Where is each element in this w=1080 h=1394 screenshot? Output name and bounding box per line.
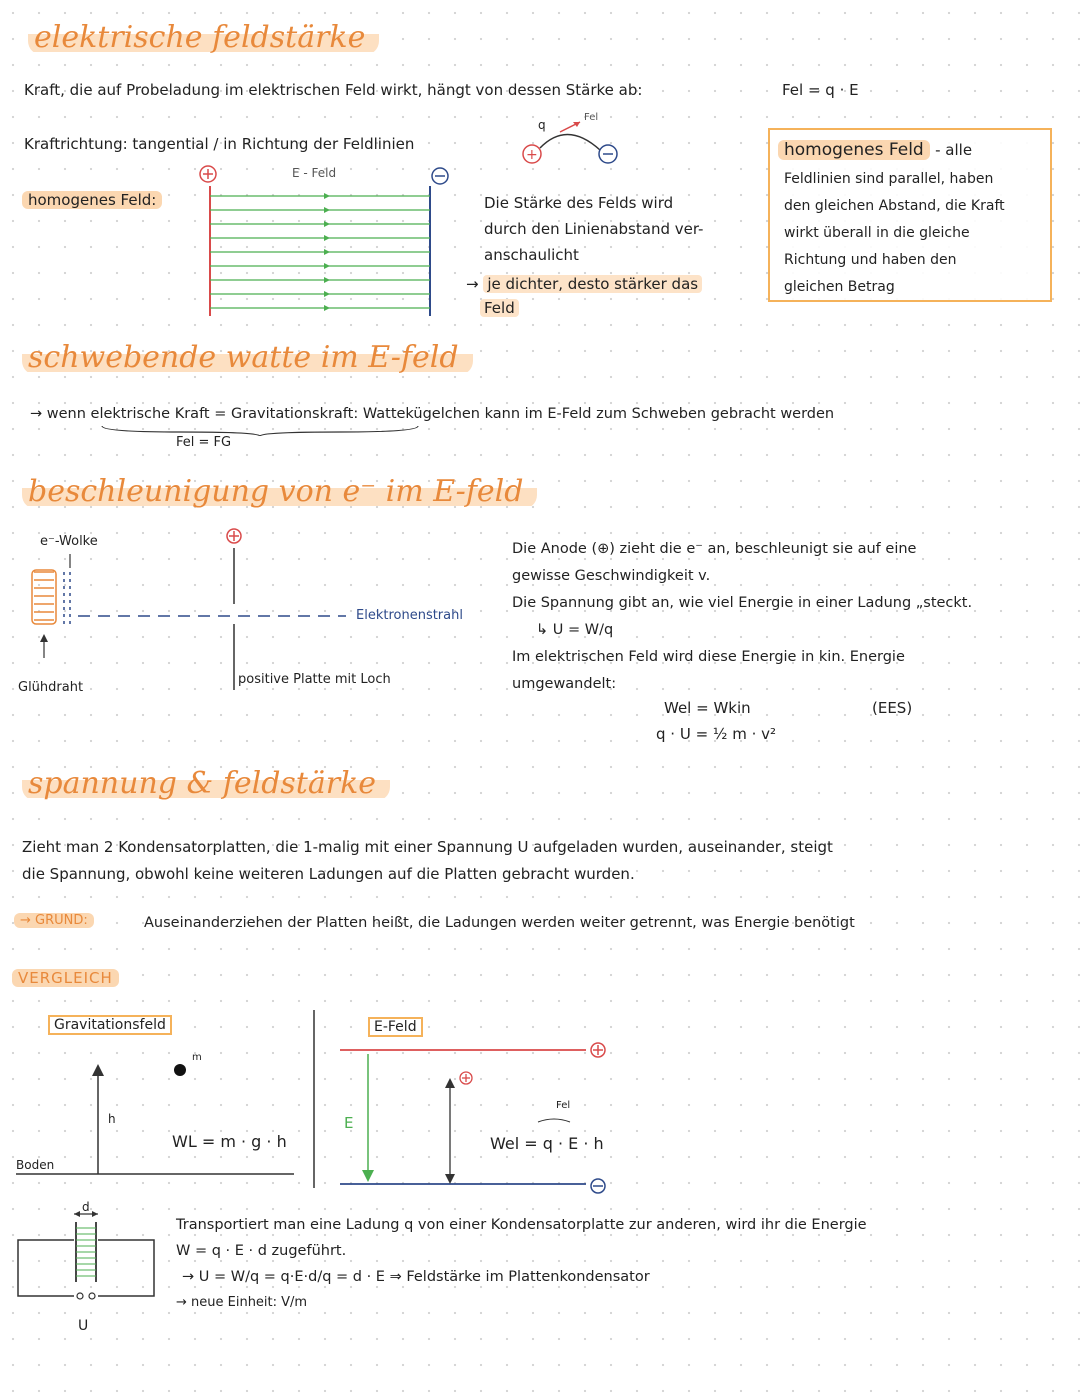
field-e-label: E (344, 1114, 354, 1132)
mass-label: m (192, 1052, 202, 1063)
spannung-line-1: Zieht man 2 Kondensatorplatten, die 1-malig mit einer Spannung U aufgeladen wurden, auseinander, steigt (22, 838, 833, 856)
spannung-line-2: die Spannung, obwohl keine weiteren Ladungen auf die Platten gebracht wurden. (22, 865, 635, 883)
accel-line-4: ↳ U = W/q (536, 622, 614, 638)
svg-text:+: + (526, 147, 538, 163)
spannung-text (22, 834, 833, 888)
field-line-curve (540, 134, 600, 150)
force-formula: Fel = q · E (782, 81, 859, 99)
density-line-1: Die Stärke des Felds wird (484, 194, 674, 212)
force-dependence-text: Kraft, die auf Probeladung im elektrischen Feld wirkt, hängt von dessen Stärke ab: (24, 81, 643, 99)
box-line-5: gleichen Betrag (784, 279, 895, 295)
force-direction-text: Kraftrichtung: tangential / in Richtung der Feldlinien (24, 135, 415, 153)
unit-line: → neue Einheit: V/m (176, 1295, 308, 1310)
sketch-q-label: q (538, 118, 546, 132)
box-line-0: - alle (935, 141, 973, 159)
mass-dot (174, 1064, 186, 1076)
heading-beschleunigung: beschleunigung von e⁻ im E-feld (22, 474, 537, 509)
box-line-4: Richtung und haben den (784, 252, 957, 268)
density-line-3: anschaulicht (484, 246, 579, 264)
transport-line-2: W = q · E · d zugeführt. (176, 1243, 347, 1259)
underbrace-decoration (100, 424, 420, 436)
accel-line-6: umgewandelt: (512, 676, 617, 692)
ees-label: (EES) (872, 699, 913, 717)
homogeneous-field-diagram (196, 160, 456, 320)
fel-label: Fel (556, 1100, 571, 1111)
energy-equation-bottom: q · U = ½ m · v² (656, 725, 777, 743)
terminal-right (89, 1293, 95, 1299)
heading-schwebende-watte: schwebende watte im E-feld (22, 340, 473, 375)
density-line-2: durch den Linienabstand ver- (484, 220, 704, 238)
field-lines (210, 196, 430, 308)
capacitor-circuit-diagram (14, 1200, 164, 1330)
efield-comparison-label: E-Feld (368, 1017, 423, 1037)
density-highlight-line-2: Feld (480, 299, 519, 317)
homogeneous-field-box (768, 128, 1052, 302)
comparison-diagram (14, 1010, 614, 1200)
heating-wire-icon (32, 570, 56, 624)
terminal-left (77, 1293, 83, 1299)
cloud-label: e⁻-Wolke (40, 534, 98, 549)
plate-label: positive Platte mit Loch (238, 672, 391, 687)
density-highlight (466, 272, 702, 320)
accel-line-3: Die Spannung gibt an, wie viel Energie in einer Ladung „steckt. (512, 595, 973, 611)
electric-energy-formula: Wel = q · E · h (490, 1134, 604, 1153)
vergleich-label: VERGLEICH (12, 969, 119, 987)
height-label: h (108, 1112, 116, 1126)
cap-d-label: d (82, 1200, 90, 1214)
box-title: homogenes Feld (778, 140, 930, 160)
cap-u-label: U (78, 1318, 89, 1334)
potential-energy-formula: WL = m · g · h (172, 1132, 287, 1151)
transport-line-1: Transportiert man eine Ladung q von einer Kondensatorplatte zur anderen, wird ihr die Energie (176, 1217, 867, 1233)
grund-label: → GRUND: (14, 913, 94, 928)
watte-text: → wenn elektrische Kraft = Gravitationskraft: Wattekügelchen kann im E-Feld zum Schweben gebracht werden (30, 406, 835, 422)
result-line: → U = W/q = q·E·d/q = d · E ⇒ Feldstärke im Plattenkondensator (182, 1269, 650, 1285)
e-field-label: E - Feld (292, 166, 337, 180)
force-direction-sketch (512, 112, 632, 168)
electron-cloud (64, 572, 70, 624)
grav-field-label: Gravitationsfeld (48, 1015, 172, 1035)
accel-line-2: gewisse Geschwindigkeit v. (512, 568, 711, 584)
box-line-3: wirkt überall in die gleiche (784, 225, 970, 241)
density-highlight-line-1: je dichter, desto stärker das (483, 275, 702, 293)
acceleration-text (512, 536, 972, 698)
transport-text (176, 1212, 867, 1316)
density-arrow: → (466, 275, 479, 293)
ground-label: Boden (16, 1158, 55, 1172)
watte-sub-formula: Fel = FG (176, 435, 232, 450)
density-text (484, 190, 703, 268)
grund-text: Auseinanderziehen der Platten heißt, die Ladungen werden weiter getrennt, was Energie benötigt (144, 915, 855, 931)
accel-line-5: Im elektrischen Feld wird diese Energie in kin. Energie (512, 649, 905, 665)
heading-elektrische-feldstaerke: elektrische feldstärke (28, 20, 379, 55)
box-line-2: den gleichen Abstand, die Kraft (784, 198, 1005, 214)
heading-spannung-feldstaerke: spannung & feldstärke (22, 766, 390, 801)
beam-label: Elektronenstrahl (356, 608, 463, 623)
homogeneous-field-label: homogenes Feld: (22, 191, 162, 209)
sketch-f-label: Fel (584, 112, 599, 123)
box-line-1: Feldlinien sind parallel, haben (784, 171, 994, 187)
energy-equation-top: Wel = Wkin (664, 699, 751, 717)
wire-label: Glühdraht (18, 680, 84, 695)
accel-line-1: Die Anode (⊕) zieht die e⁻ an, beschleunigt sie auf eine (512, 541, 917, 557)
